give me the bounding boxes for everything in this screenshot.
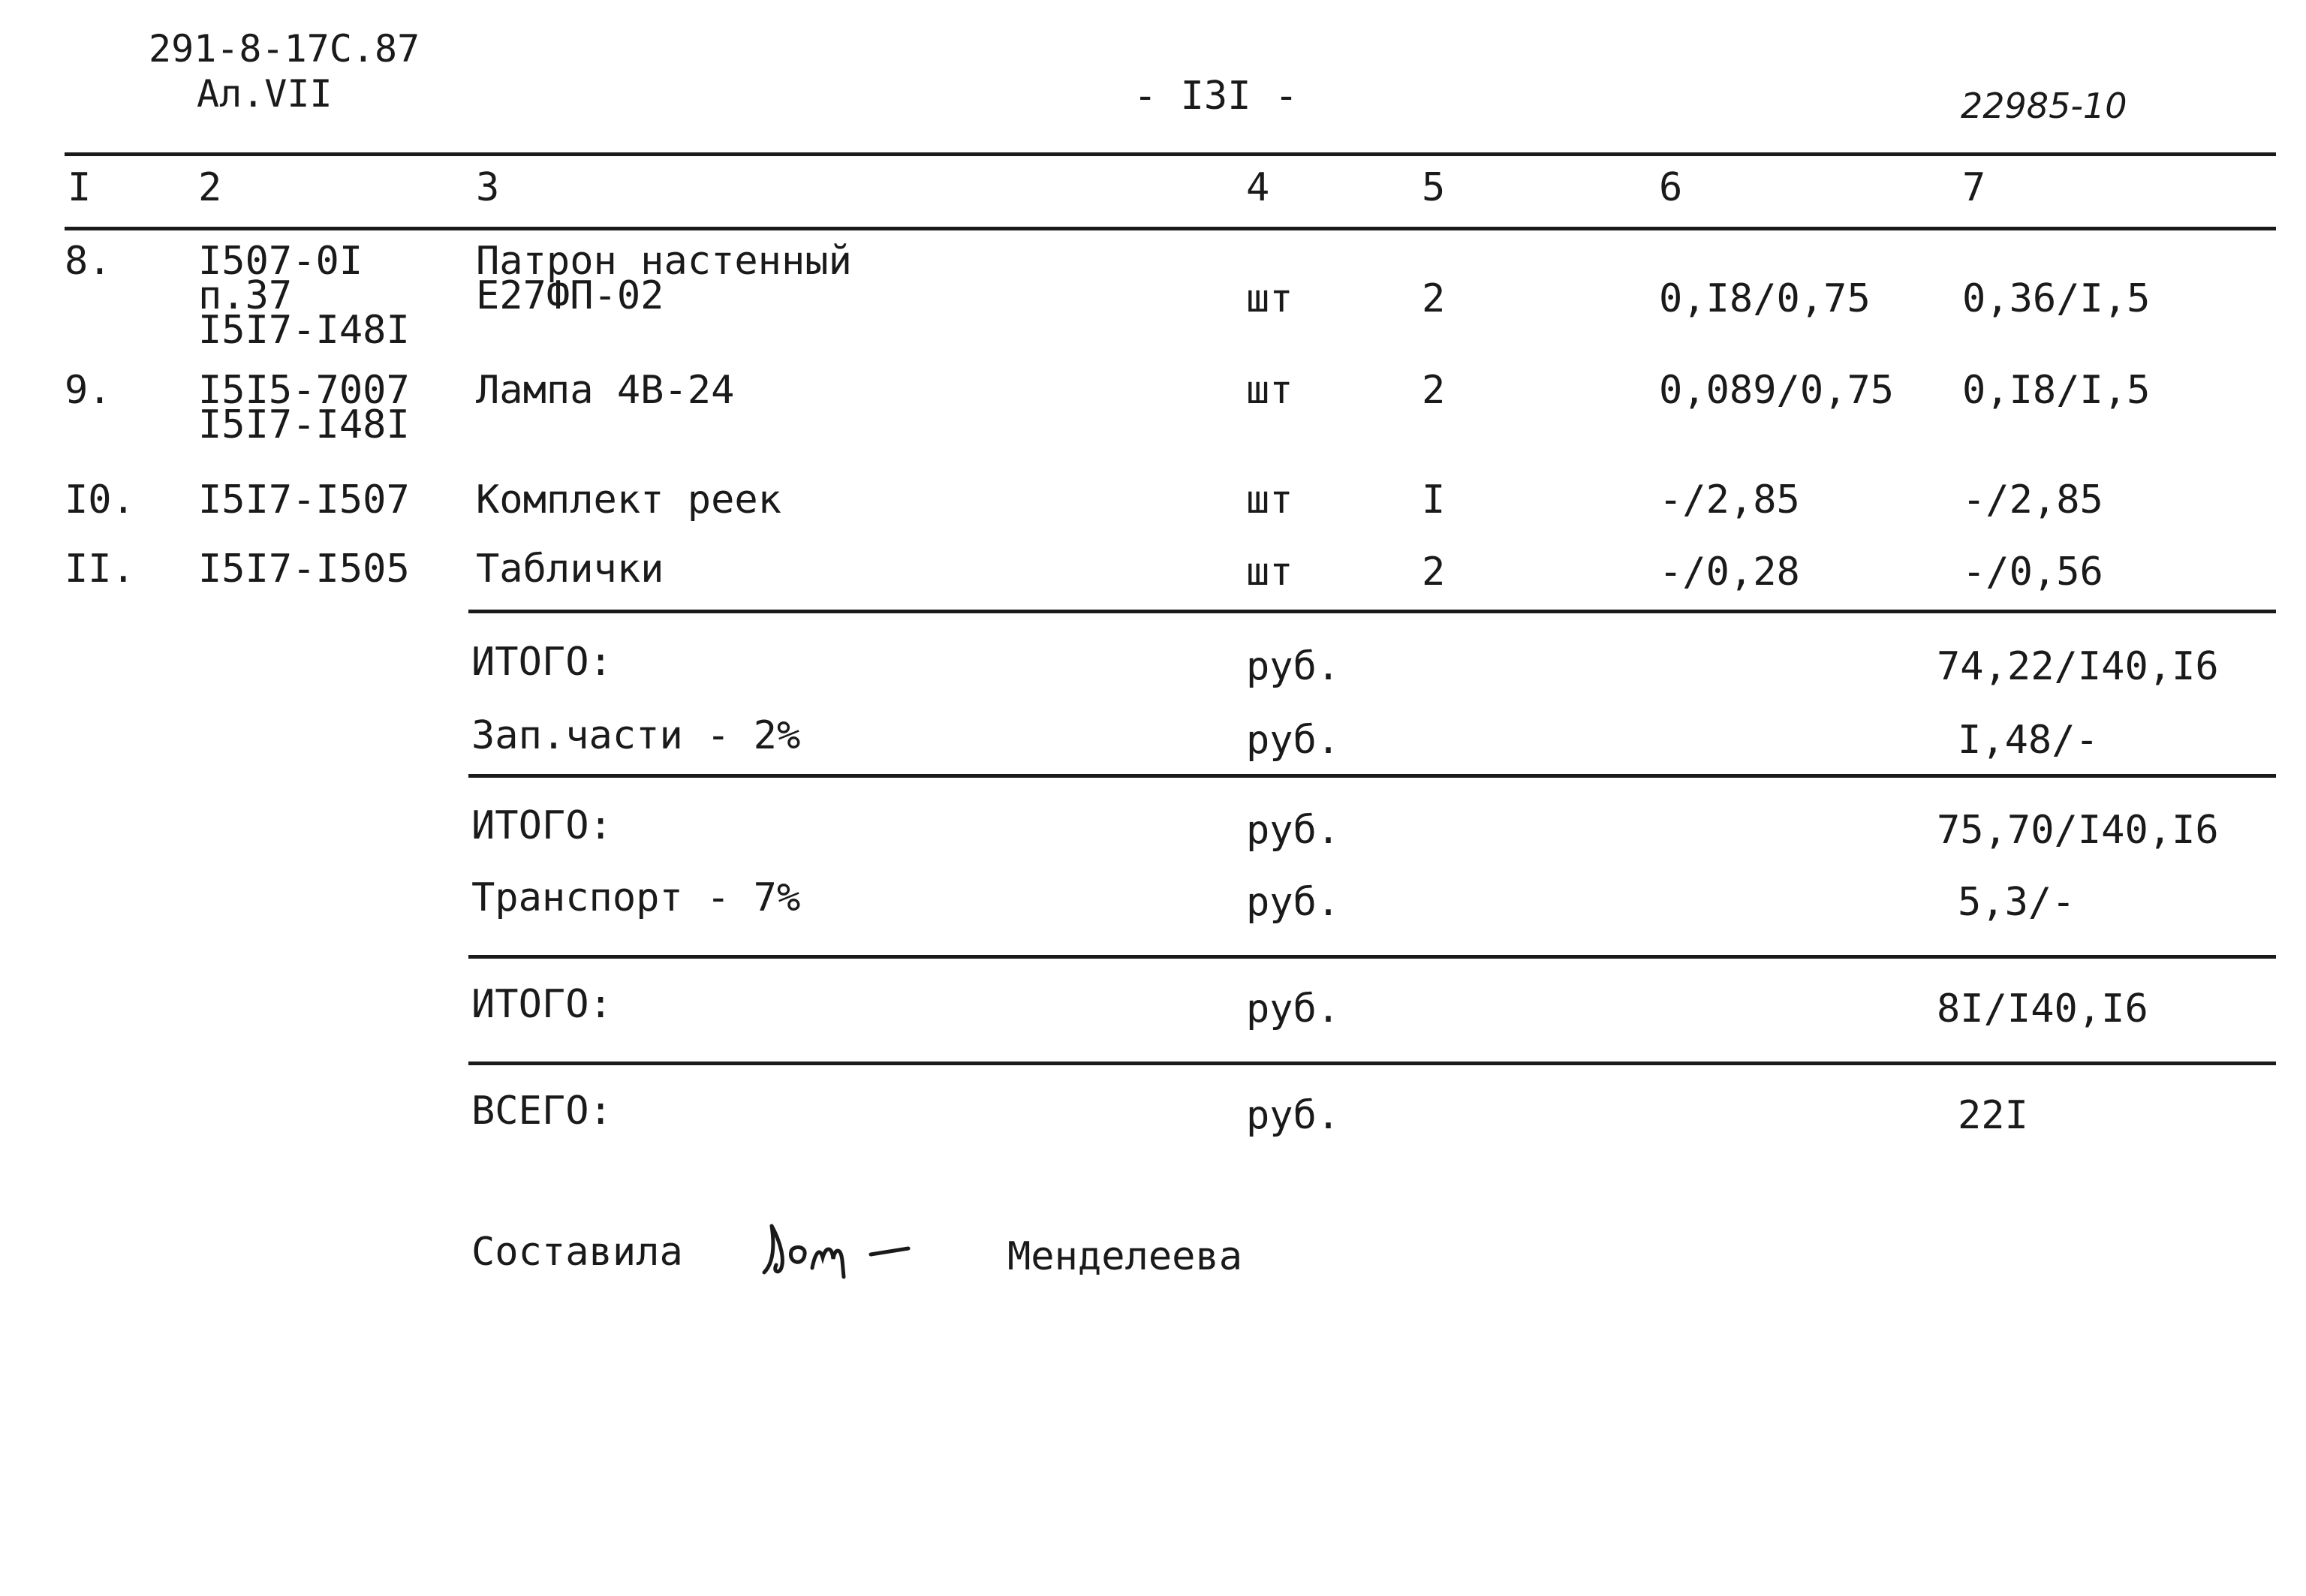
column-header-7: 7 (1962, 165, 1986, 210)
row-unit-price: 0,I8/0,75 (1659, 276, 1871, 321)
table-top-rule (65, 152, 2276, 156)
compiler-name: Менделеева (1007, 1234, 1243, 1279)
summary-value: I,48/- (1958, 718, 2099, 763)
row-code-line: I5I7-I48I (198, 402, 410, 447)
compiled-by-label: Составила (471, 1230, 683, 1275)
album-label: Ал.VII (197, 72, 333, 116)
row-unit: шт (1246, 477, 1293, 522)
row-code-line: I5I7-I507 (198, 477, 410, 522)
row-total: -/0,56 (1962, 550, 2103, 595)
row-code-line: I5I7-I505 (198, 547, 410, 592)
summary-unit: руб. (1246, 718, 1341, 763)
summary-label: ИТОГО: (471, 803, 613, 848)
summary-unit: руб. (1246, 880, 1341, 925)
row-name-line: Таблички (476, 547, 664, 592)
row-quantity: 2 (1422, 550, 1446, 595)
summary-rule (468, 610, 2276, 613)
summary-unit: руб. (1246, 644, 1341, 689)
column-header-3: 3 (476, 165, 500, 210)
row-quantity: I (1422, 477, 1446, 522)
row-name-line: Е27ФП-02 (476, 273, 664, 318)
summary-value: 8I/I40,I6 (1937, 986, 2148, 1031)
summary-rule (468, 1061, 2276, 1065)
row-unit-price: -/0,28 (1659, 550, 1800, 595)
summary-rule (468, 774, 2276, 778)
row-total: 0,36/I,5 (1962, 276, 2151, 321)
row-number: I0. (65, 477, 135, 522)
column-header-6: 6 (1659, 165, 1683, 210)
summary-value: 5,3/- (1958, 880, 2076, 925)
summary-value: 74,22/I40,I6 (1937, 644, 2219, 689)
document-code: 291-8-17С.87 (149, 27, 420, 71)
summary-value: 22I (1958, 1093, 2028, 1138)
row-quantity: 2 (1422, 276, 1446, 321)
row-unit: шт (1246, 276, 1293, 321)
summary-label: ВСЕГО: (471, 1089, 613, 1134)
summary-rule (468, 955, 2276, 959)
row-name-line: Патрон настенный (476, 239, 852, 284)
column-header-5: 5 (1422, 165, 1446, 210)
row-quantity: 2 (1422, 368, 1446, 413)
row-unit-price: 0,089/0,75 (1659, 368, 1895, 413)
inventory-number: 22985-10 (1961, 86, 2127, 126)
row-name-line: Комплект реек (476, 477, 781, 522)
summary-label: Транспорт - 7% (471, 875, 801, 920)
summary-unit: руб. (1246, 808, 1341, 853)
column-header-bottom-rule (65, 227, 2276, 230)
row-code-line: I507-0I (198, 239, 363, 284)
row-total: -/2,85 (1962, 477, 2103, 522)
summary-unit: руб. (1246, 1093, 1341, 1138)
row-name-line: Лампа 4В-24 (476, 368, 735, 413)
column-header-2: 2 (198, 165, 222, 210)
page-number: - I3I - (1133, 74, 1299, 119)
column-header-1: I (68, 165, 92, 210)
column-header-4: 4 (1246, 165, 1270, 210)
summary-label: Зап.части - 2% (471, 713, 801, 758)
row-total: 0,I8/I,5 (1962, 368, 2151, 413)
row-number: 9. (65, 368, 112, 413)
signature (758, 1205, 923, 1287)
summary-label: ИТОГО: (471, 640, 613, 685)
summary-value: 75,70/I40,I6 (1937, 808, 2219, 853)
row-code-line: I5I5-7007 (198, 368, 410, 413)
row-number: II. (65, 547, 135, 592)
row-code-line: п.37 (198, 273, 293, 318)
row-unit-price: -/2,85 (1659, 477, 1800, 522)
row-unit: шт (1246, 368, 1293, 413)
row-unit: шт (1246, 550, 1293, 595)
row-code-line: I5I7-I48I (198, 308, 410, 353)
summary-unit: руб. (1246, 986, 1341, 1031)
row-number: 8. (65, 239, 112, 284)
summary-label: ИТОГО: (471, 982, 613, 1027)
